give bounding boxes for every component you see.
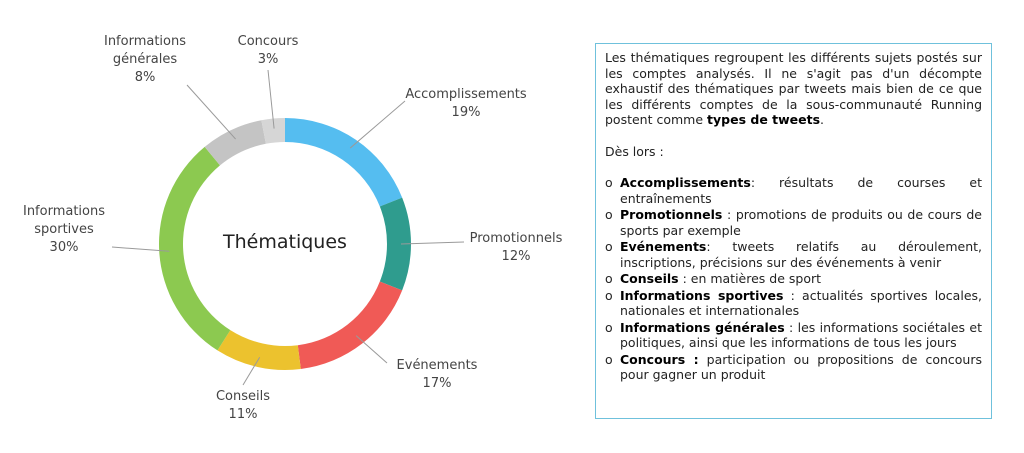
leader-line xyxy=(187,85,236,139)
topic-text: : en matières de sport xyxy=(678,271,822,286)
topic-list xyxy=(605,175,982,383)
list-item xyxy=(605,175,982,206)
slice-category-label: sportives xyxy=(34,222,94,237)
description-box xyxy=(595,43,992,419)
slice-label xyxy=(23,204,105,255)
topic-text: : résultats de courses et entraînements xyxy=(620,175,982,206)
slice-percent-label: 30% xyxy=(49,240,79,255)
slice-category-label: Informations xyxy=(22,204,106,219)
slice-label xyxy=(470,231,563,264)
slice-label xyxy=(238,34,299,67)
slice-category-label: générales xyxy=(112,52,178,67)
topic-term: Evénements xyxy=(620,239,707,254)
topic-term: Concours : xyxy=(620,351,699,367)
slice-percent-label: 17% xyxy=(422,376,452,391)
bullet-icon: o xyxy=(605,175,613,190)
list-item xyxy=(605,271,982,287)
lead-text: Dès lors : xyxy=(605,143,664,159)
slice-percent-label: 19% xyxy=(451,105,481,120)
leader-line xyxy=(350,101,405,148)
intro-paragraph xyxy=(605,50,982,128)
intro-bold-text: types de tweets xyxy=(707,112,821,127)
topic-term: Informations générales xyxy=(620,319,785,335)
bullet-icon: o xyxy=(605,351,613,367)
topic-text: : promotions de produits ou de cours de sports par exemple xyxy=(620,207,982,238)
slice-percent-label: 11% xyxy=(228,407,258,422)
list-item xyxy=(605,239,982,270)
list-item xyxy=(605,352,982,383)
donut-slice-ev-nements xyxy=(298,282,402,369)
topic-text: participation ou propositions de concours pour gagner un produit xyxy=(620,351,983,382)
donut-slice-informations-sportives xyxy=(159,147,230,350)
slice-percent-label: 12% xyxy=(501,249,531,264)
topic-term: Conseils xyxy=(620,271,679,286)
topic-text: : actualités sportives locales, nationales et internationales xyxy=(620,287,982,318)
slice-category-label: Accomplissements xyxy=(405,87,527,102)
topic-text: : les informations sociétales et politiques, ainsi que les informations de tous les jours xyxy=(620,319,983,350)
slice-percent-label: 3% xyxy=(257,52,279,67)
topic-term: Promotionnels xyxy=(620,207,723,222)
list-item xyxy=(605,207,982,238)
slice-percent-label: 8% xyxy=(134,70,156,85)
bullet-icon: o xyxy=(605,271,613,286)
slice-category-label: Promotionnels xyxy=(469,231,563,246)
slice-label xyxy=(405,87,527,120)
bullet-icon: o xyxy=(605,207,613,222)
donut-slice-conseils xyxy=(217,330,300,370)
topic-term: Accomplissements xyxy=(620,175,751,190)
leader-line xyxy=(356,336,387,363)
donut-slice-accomplissements xyxy=(285,118,402,206)
bullet-icon: o xyxy=(605,287,613,303)
intro-text: Les thématiques regroupent les différents sujets postés sur les comptes analysés. Il ne s'agit pas d'un décompte exhaustif des thématiques par tweets mais bien de ce que les différents comptes de la sous-communauté Running postent comme xyxy=(605,50,982,127)
list-item xyxy=(605,320,982,351)
chart-center-label: Thématiques xyxy=(223,231,347,253)
slice-category-label: Conseils xyxy=(215,389,271,404)
topic-text: : tweets relatifs au déroulement, inscriptions, précisions sur des événements à venir xyxy=(620,239,982,270)
slice-label xyxy=(104,34,186,85)
bullet-icon: o xyxy=(605,319,613,335)
list-item xyxy=(605,288,982,319)
slice-category-label: Concours xyxy=(237,34,299,49)
slice-category-label: Informations xyxy=(103,34,187,49)
intro-end-text: . xyxy=(820,112,825,127)
slice-label xyxy=(216,389,270,422)
slice-label xyxy=(397,358,478,391)
bullet-icon: o xyxy=(605,239,613,254)
slice-category-label: Evénements xyxy=(396,358,478,373)
topic-term: Informations sportives xyxy=(620,287,784,303)
